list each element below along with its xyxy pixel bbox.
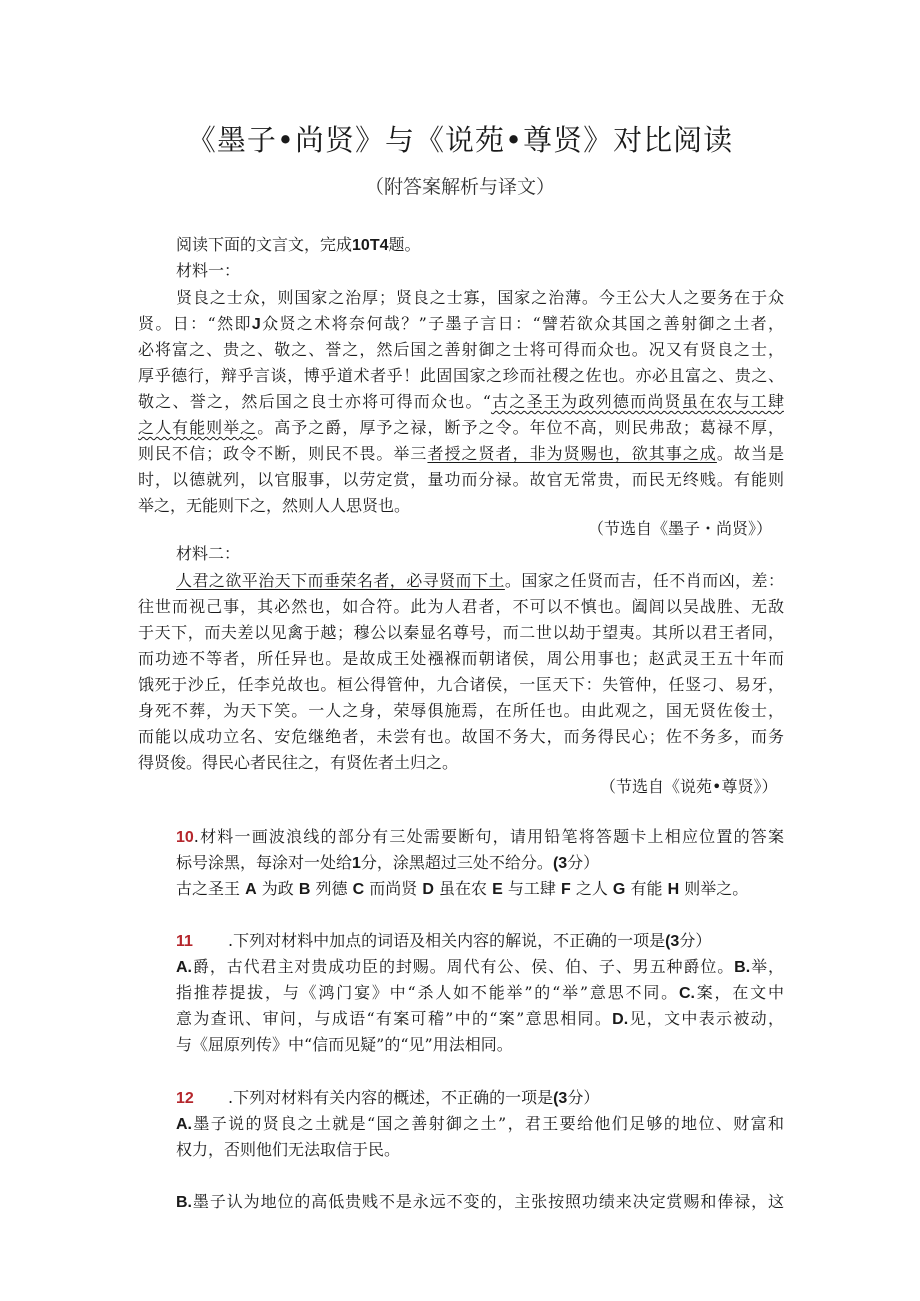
q12-stem: 12 .下列对材料有关内容的概述，不正确的一项是(3分） — [176, 1087, 599, 1110]
document-title: 《墨子•尚贤》与《说苑•尊贤》对比阅读 — [186, 123, 734, 157]
m2-line: 饿死于沙丘，任李兑故也。桓公得管仲，九合诸侯，一匡天下：失管仲，任竖刁、易牙， — [138, 675, 784, 694]
q11-line: 指推荐提拔，与《鸿门宴》中“杀人如不能举”的“举”意思不同。C.案，在文中 — [176, 983, 784, 1002]
q11-line: A.爵，古代君主对贵成功臣的封赐。周代有公、侯、伯、子、男五种爵位。B.举， — [176, 957, 784, 976]
m2-line: 而能以成功立名、安危继绝者，未尝有也。故国不务大，而务得民心；佐不务多，而务 — [138, 727, 784, 746]
q11-line: 意为查讯、审问，与成语“有案可稽”中的“案”意思相同。D.见，文中表示被动， — [176, 1009, 784, 1028]
m2-line: 身死不葬，为天下笑。一人之身，荣辱俱施焉，在所任也。由此观之，国无贤佐俊士， — [138, 701, 784, 720]
m1-line: 贤。日：“然即J众贤之术将奈何哉？”子墨子言日：“譬若欲众其国之善射御之土者， — [138, 314, 784, 333]
question-number: 10 — [176, 829, 194, 846]
question-number: 12 — [176, 1090, 194, 1107]
material-two-label: 材料二： — [176, 544, 241, 563]
m2-line: 往世而视己事，其必然也，如合符。此为人君者，不可以不慎也。阖闾以吴战胜、无敌 — [138, 597, 784, 616]
instruction-line — [176, 234, 421, 257]
instruction-text: 阅读下面的文言文，完成 — [176, 235, 353, 254]
m1-line: 则民不信；政令不断，则民不畏。举三者授之贤者，非为贤赐也，欲其事之成。故当是 — [138, 444, 784, 463]
document-subtitle: （附答案解析与译文） — [364, 176, 555, 198]
q10-stem-line2: 标号涂黑，每涂对一处给1分，涂黑超过三处不给分。(3分） — [176, 853, 600, 872]
m2-line: 于天下，而夫差以见禽于越；穆公以秦显名尊号，而二世以劫于望夷。其所以君王者同， — [138, 623, 784, 642]
m1-line: 必将富之、贵之、敬之、誉之，然后国之善射御之士将可得而众也。况又有贤良之士， — [138, 340, 784, 359]
question-number: 11 — [176, 933, 193, 950]
wavy-underlined-passage: 古之圣王为政列德而尚贤虽在农与工肆 — [490, 392, 784, 411]
m2-line: 人君之欲平治天下而垂荣名者，必寻贤而下土。国家之任贤而吉，任不肖而凶，差： — [176, 571, 784, 590]
q11-stem: 11 .下列对材料中加点的词语及相关内容的解说，不正确的一项是(3分） — [176, 930, 711, 953]
m1-line: 时，以德就列，以官服事，以劳定赏，量功而分禄。故官无常贵，而民无终贱。有能则 — [138, 470, 784, 489]
m1-line: 厚乎德行，辩乎言谈，博乎道术者乎！此固国家之珍而社稷之佐也。亦必且富之、贵之、 — [138, 366, 784, 385]
q10-stem: 10.材料一画波浪线的部分有三处需要断句，请用铅笔将答题卡上相应位置的答案 — [176, 827, 784, 846]
q12-option-a-cont: 权力，否则他们无法取信于民。 — [176, 1140, 401, 1159]
m1-line: 贤良之士众，则国家之治厚；贤良之士寡，国家之治薄。今王公大人之要务在于众 — [176, 288, 784, 307]
q10-options: 古之圣王 A 为政 B 列德 C 而尚贤 D 虽在农 E 与工肆 F 之人 G 有能 H 则举之。 — [176, 879, 749, 898]
underlined-passage: 人君之欲平治天下而垂荣名者，必寻贤而下土 — [176, 571, 505, 590]
material-one-label: 材料一： — [176, 261, 241, 280]
q12-option-a: A.墨子说的贤良之土就是“国之善射御之土”，君王要给他们足够的地位、财富和 — [176, 1114, 784, 1133]
q11-line: 与《屈原列传》中“信而见疑”的“见”用法相同。 — [176, 1035, 513, 1054]
m1-line: 之人有能则举之。高予之爵，厚予之禄，断予之令。年位不高，则民弗敌；葛禄不厚， — [138, 418, 784, 437]
underlined-passage: 者授之贤者，非为贤赐也，欲其事之成 — [427, 444, 717, 463]
m2-line: 而功迹不等者，所任异也。是故成王处襁褓而朝诸侯，周公用事也；赵武灵王五十年而 — [138, 649, 784, 668]
wavy-underlined-passage: 之人有能则举之 — [138, 418, 258, 437]
m1-line: 举之，无能则下之，然则人人思贤也。 — [138, 496, 411, 515]
m2-source: （节选自《说苑•尊贤》） — [600, 777, 778, 796]
m2-line: 得贤俊。得民心者民往之，有贤佐者土归之。 — [138, 753, 459, 772]
question-range: 10T4 — [352, 237, 389, 254]
m1-line: 敬之、誉之，然后国之良士亦将可得而众也。“古之圣王为政列德而尚贤虽在农与工肆 — [138, 392, 784, 411]
instruction-text-end: 题。 — [388, 235, 421, 254]
q12-option-b: B.墨子认为地位的高低贵贱不是永远不变的，主张按照功绩来决定赏赐和俸禄，这 — [176, 1192, 784, 1211]
m1-source: （节选自《墨子・尚贤》） — [588, 519, 773, 538]
